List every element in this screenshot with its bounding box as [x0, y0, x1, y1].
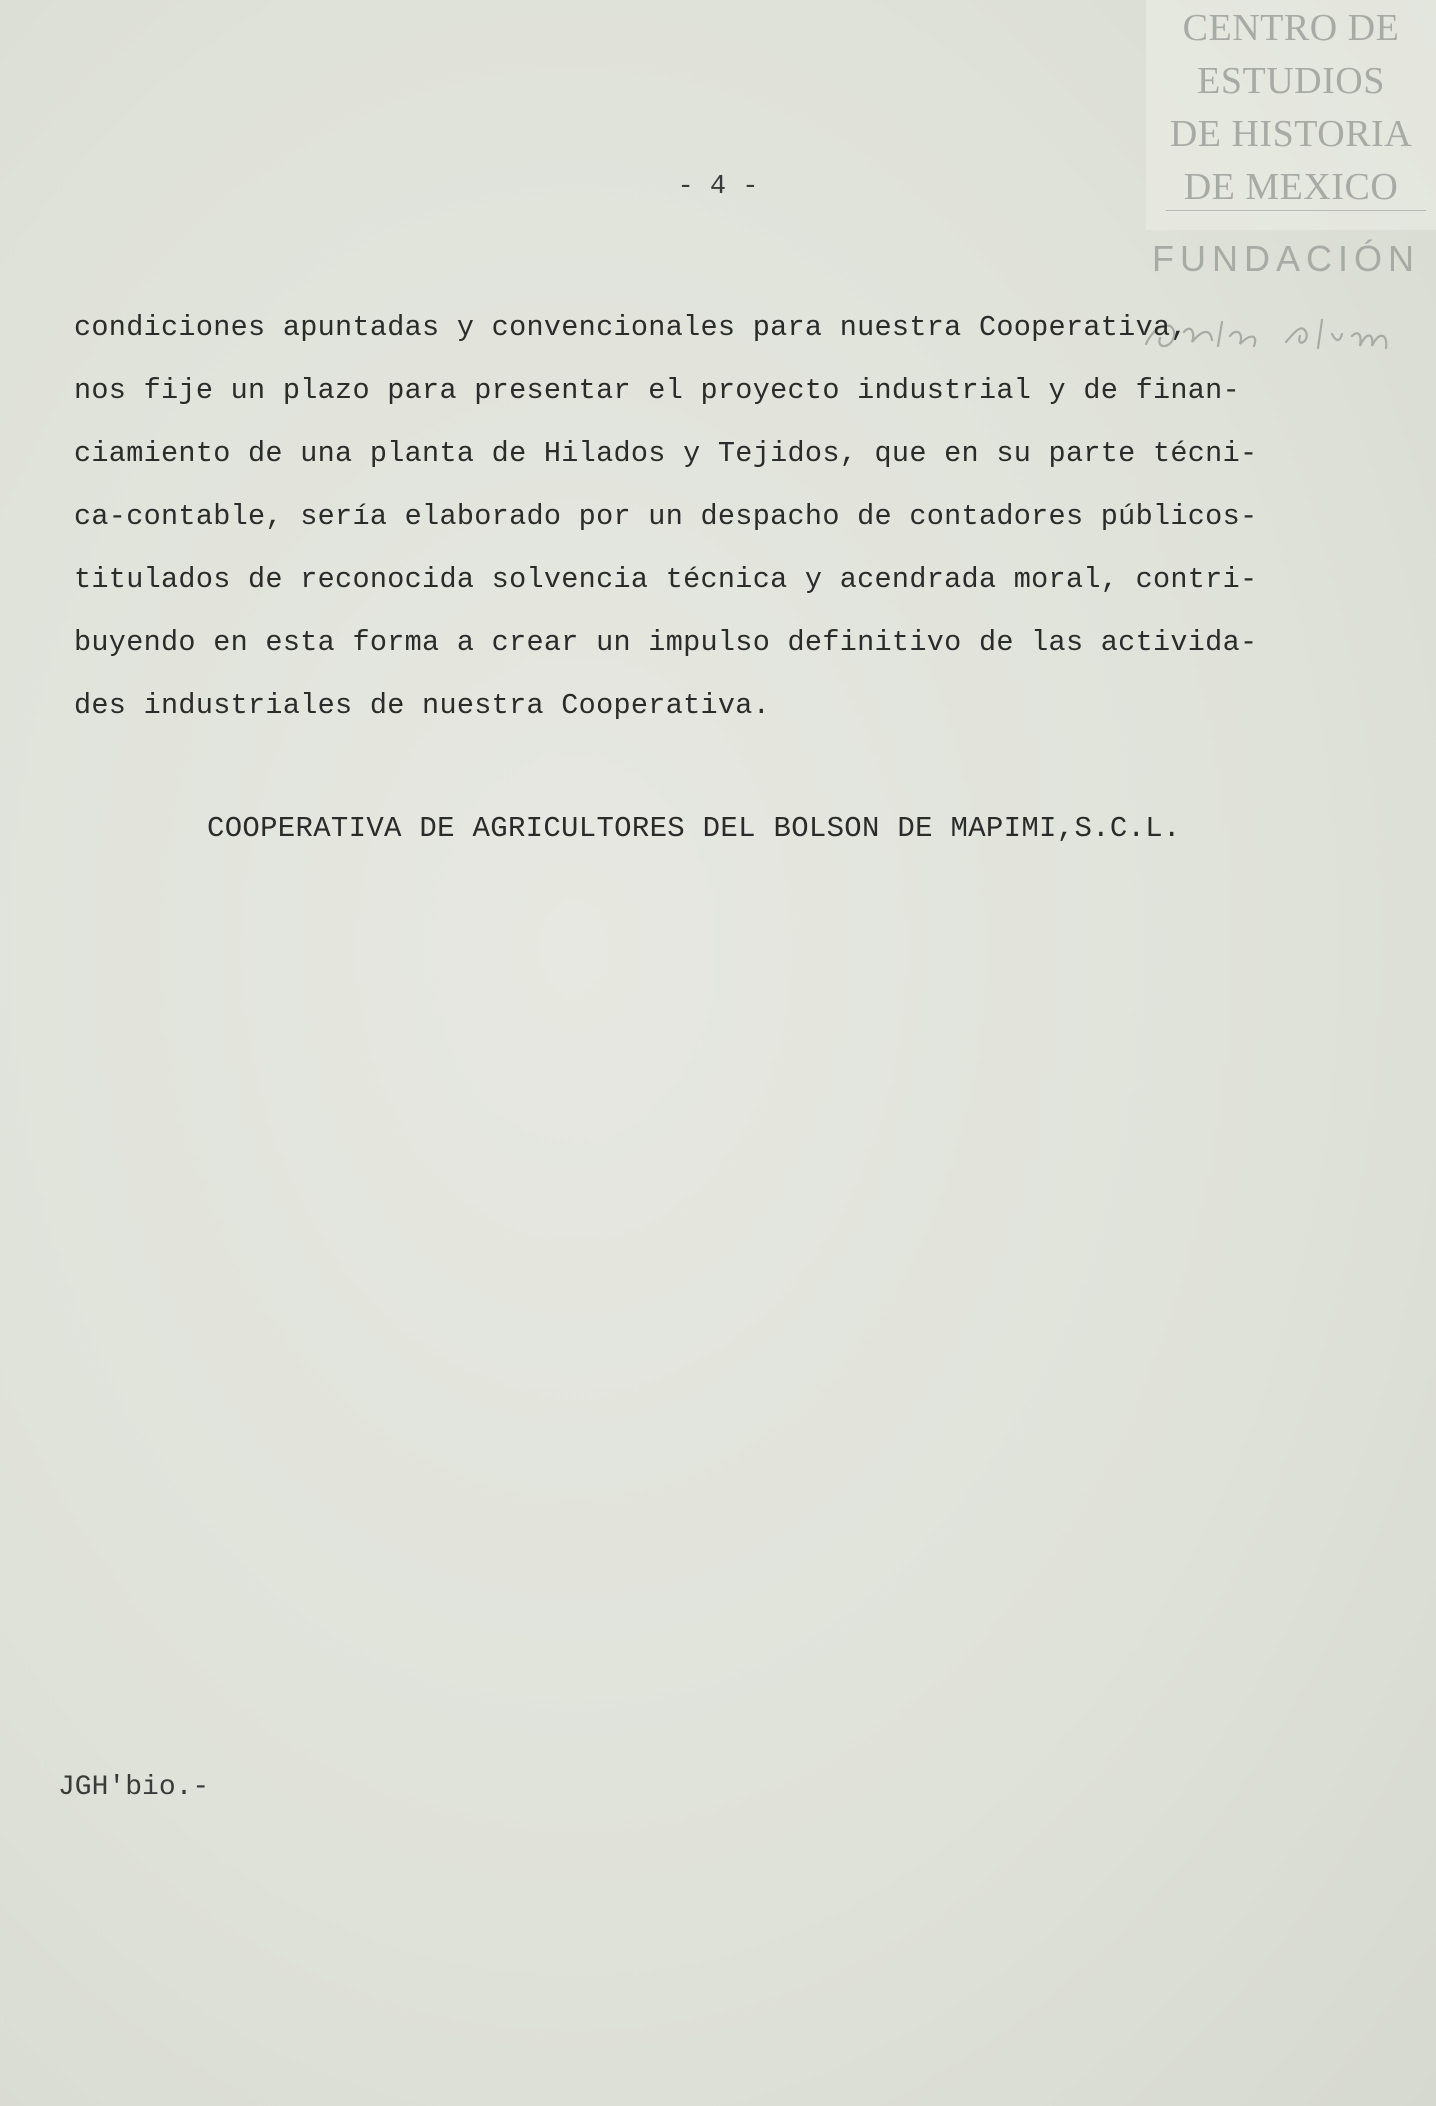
watermark-divider — [1166, 210, 1426, 211]
typist-initials: JGH'bio.- — [58, 1772, 210, 1803]
watermark-line-4: DE MEXICO — [1183, 166, 1399, 208]
signature-block: COOPERATIVA DE AGRICULTORES DEL BOLSON DE MAPIMI,S.C.L. — [207, 812, 1181, 845]
body-line: buyendo en esta forma a crear un impulso definitivo de las activida- — [74, 626, 1258, 659]
body-line: ciamiento de una planta de Hilados y Tejidos, que en su parte técni- — [74, 437, 1258, 470]
watermark-line-2: ESTUDIOS — [1197, 60, 1385, 102]
body-line: nos fije un plazo para presentar el proyecto industrial y de finan- — [74, 374, 1240, 407]
body-line: condiciones apuntadas y convencionales para nuestra Cooperativa, — [74, 311, 1188, 344]
letter-body — [74, 296, 1384, 737]
body-line: ca-contable, sería elaborado por un despacho de contadores públicos- — [74, 500, 1258, 533]
watermark-line-3: DE HISTORIA — [1169, 113, 1413, 155]
page-number: - 4 - — [677, 172, 759, 202]
body-line: titulados de reconocida solvencia técnica y acendrada moral, contri- — [74, 563, 1258, 596]
watermark-line-1: CENTRO DE — [1182, 7, 1400, 49]
body-line: des industriales de nuestra Cooperativa. — [74, 689, 771, 722]
watermark-foundation: FUNDACIÓN — [1152, 238, 1420, 279]
